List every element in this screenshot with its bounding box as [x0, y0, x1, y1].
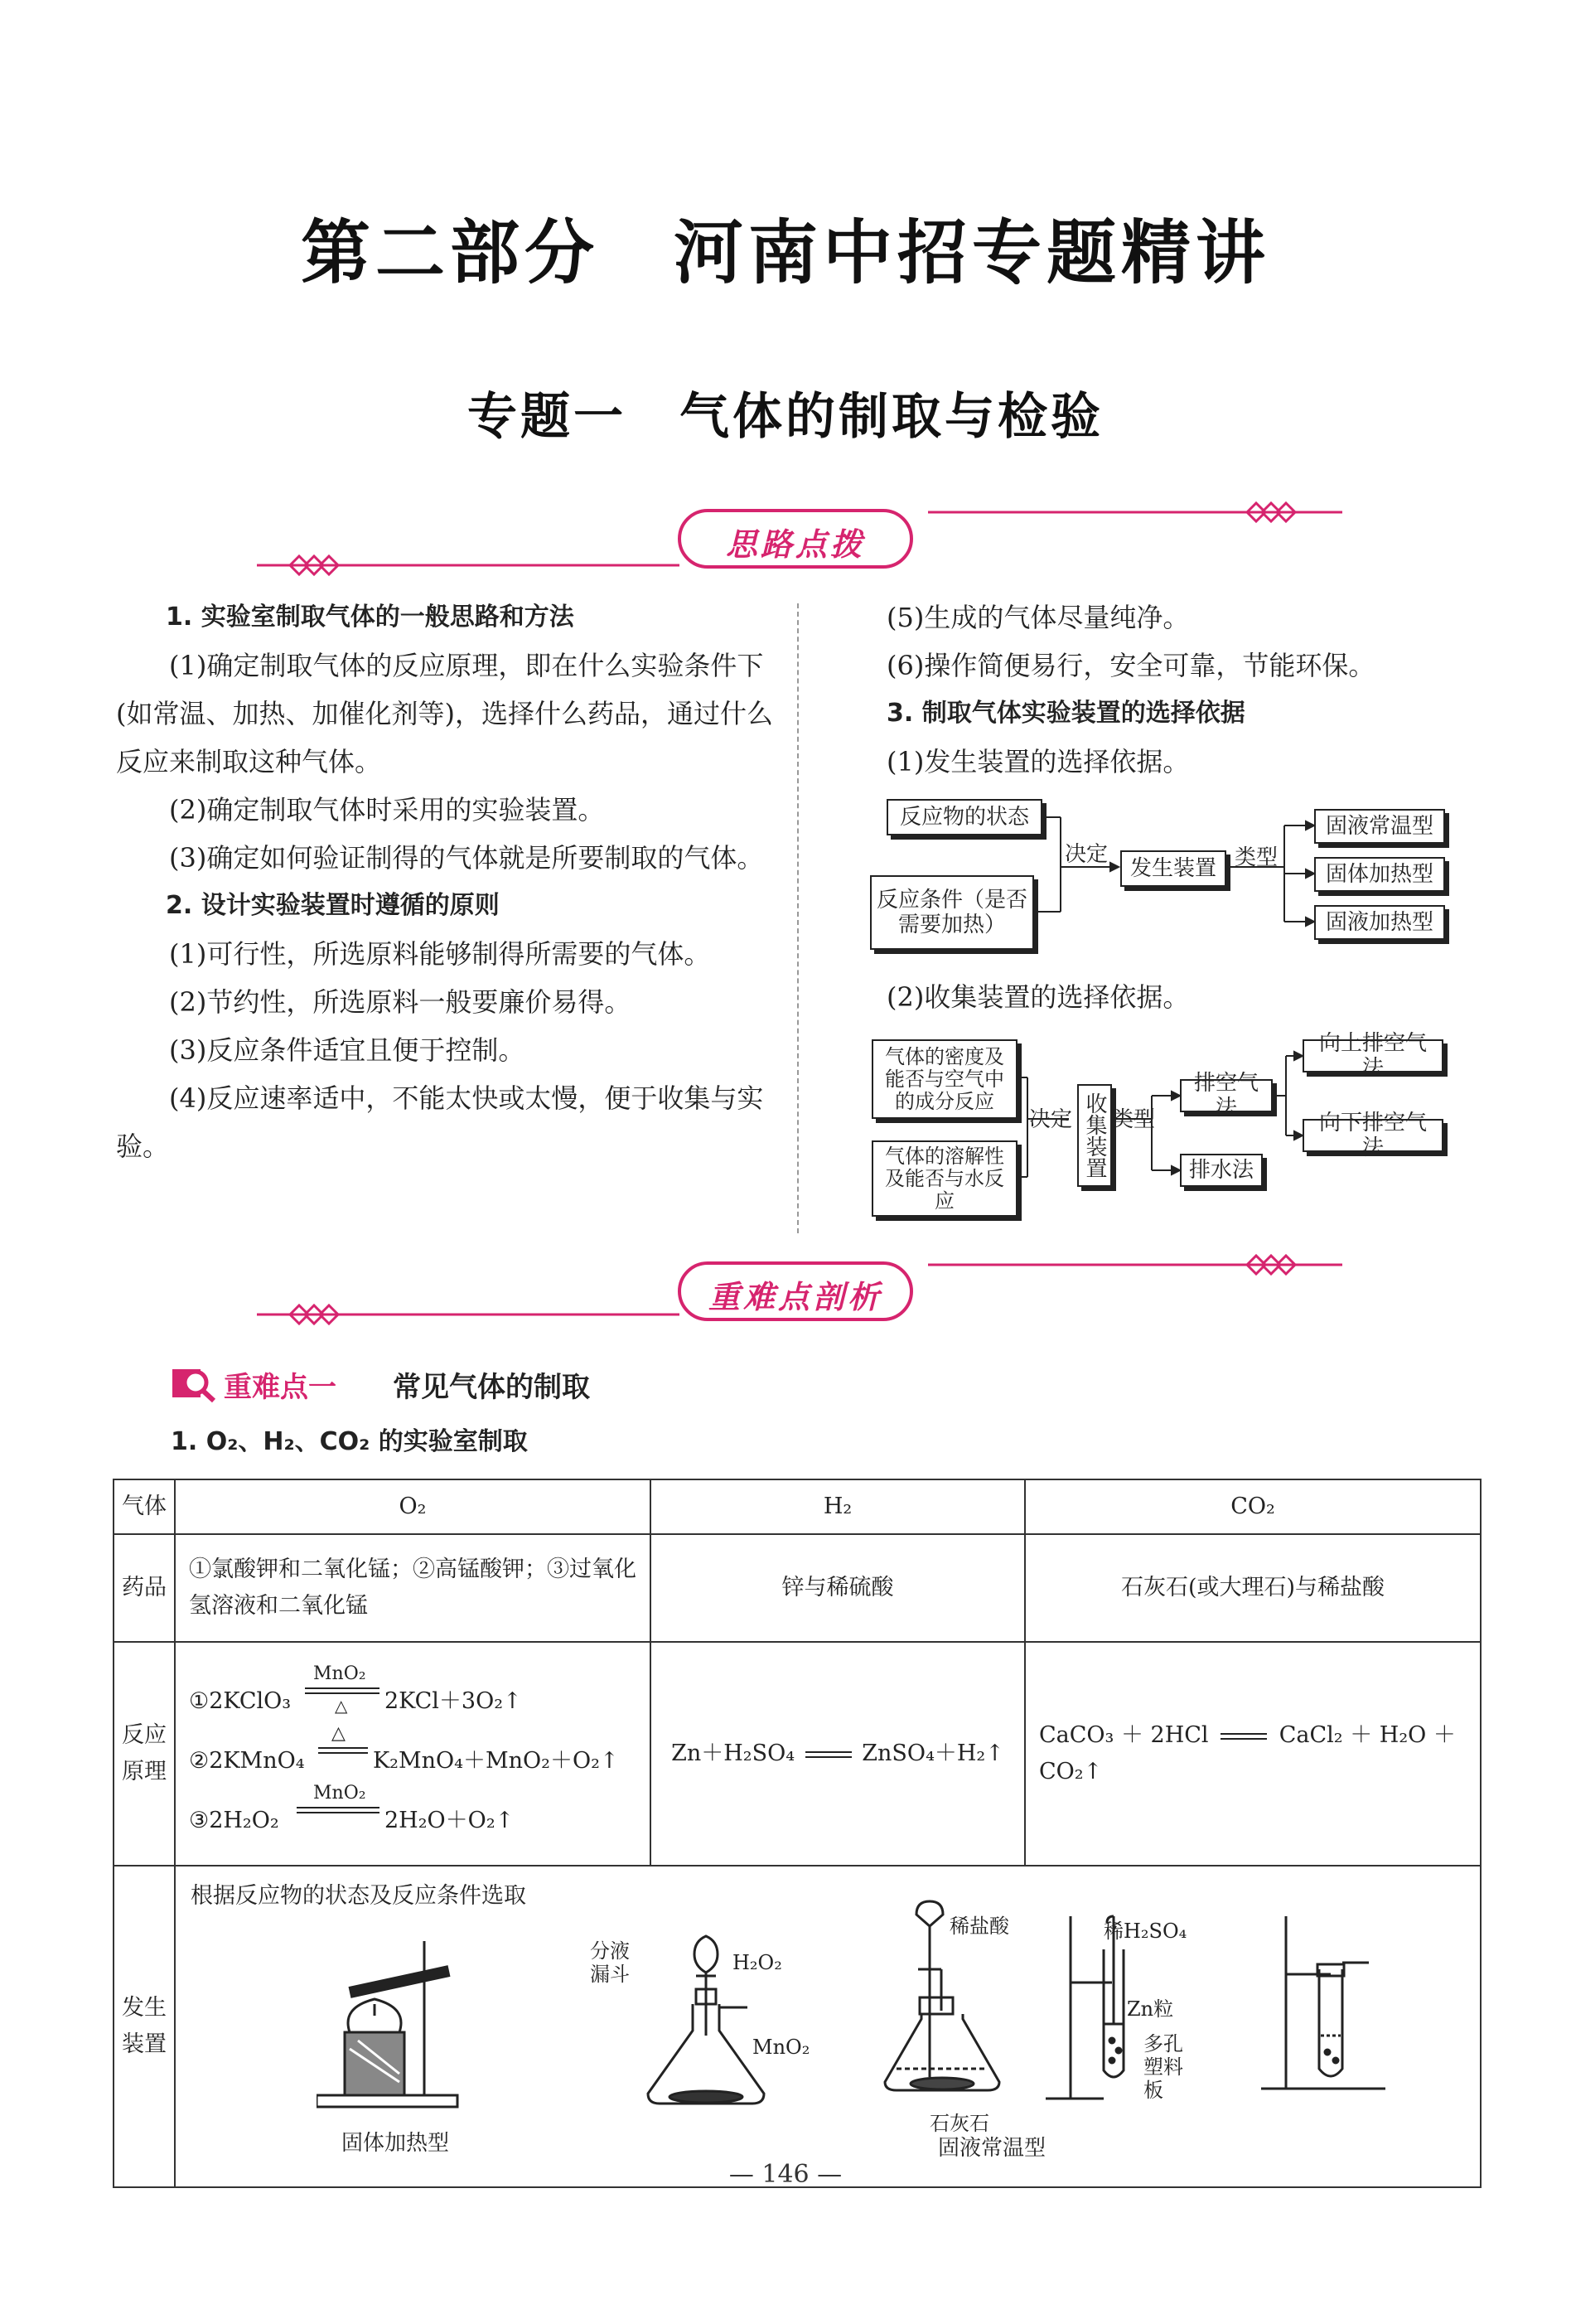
eq-products-cont: CO₂↑ — [1039, 1759, 1103, 1784]
flow1-output-3: 固液加热型 — [1314, 905, 1445, 940]
flow2-input-density: 气体的密度及能否与空气中的成分反应 — [872, 1039, 1018, 1119]
eq-products: 2KCl＋3O₂↑ — [384, 1688, 522, 1714]
section-1-title: 1. 实验室制取气体的一般思路和方法 — [166, 603, 574, 632]
equation-3 — [189, 1784, 636, 1843]
page-number-value: 146 — [761, 2160, 810, 2189]
flow1-decide-label: 决定 — [1065, 842, 1109, 867]
paragraph: (4)反应速率适中，不能太快或太慢，便于收集与实验。 — [116, 1082, 764, 1162]
keypoint-title: 常见气体的制取 — [393, 1371, 590, 1404]
eq-reactants: CaCO₃ ＋ 2HCl — [1039, 1722, 1209, 1748]
solid-heating-apparatus-figure — [317, 1933, 507, 2115]
fig4-zn-label: Zn粒 — [1127, 1997, 1174, 2021]
paragraph: (1)可行性，所选原料能够制得所需要的气体。 — [169, 938, 711, 970]
table-header-cell: O₂ — [175, 1479, 650, 1534]
table-header-cell: 气体 — [114, 1479, 175, 1534]
flow1-input-state: 反应物的状态 — [887, 799, 1042, 835]
row-label: 药品 — [114, 1534, 175, 1642]
paragraph: (2)收集装置的选择依据。 — [887, 981, 1190, 1013]
flow2-water-method: 排水法 — [1180, 1154, 1263, 1187]
fig2-h2o2-label: H₂O₂ — [732, 1951, 782, 1974]
flow2-decide-label: 决定 — [1029, 1107, 1073, 1132]
table-row-reagent — [114, 1534, 1481, 1642]
fig2-mno2-label: MnO₂ — [752, 2036, 810, 2059]
apparatus-note: 根据反应物的状态及反应条件选取 — [191, 1883, 526, 1909]
eq-products: ZnSO₄＋H₂↑ — [862, 1741, 1004, 1766]
group-caption: 固液常温型 — [938, 2136, 1047, 2161]
column-divider — [797, 603, 799, 1233]
eq-condition-bottom: △ — [335, 1696, 348, 1716]
flow1-output-1: 固液常温型 — [1314, 809, 1445, 844]
eq-sign — [805, 1751, 852, 1758]
analysis-banner-label: 重难点剖析 — [708, 1278, 882, 1315]
paragraph: (1)发生装置的选择依据。 — [887, 746, 1190, 777]
eq-reactants: ②2KMnO₄ — [189, 1748, 305, 1774]
section-3-title: 3. 制取气体实验装置的选择依据 — [887, 699, 1245, 728]
paragraph: (6)操作简便易行，安全可靠，节能环保。 — [887, 650, 1375, 681]
right-column — [887, 593, 1483, 786]
gas-preparation-table — [113, 1479, 1482, 2188]
fig3-stone-label: 石灰石 — [930, 2112, 989, 2135]
flow2-air-method: 排空气法 — [1180, 1079, 1273, 1112]
fig1-caption: 固体加热型 — [341, 2131, 450, 2156]
eq-condition-top: △ — [331, 1723, 346, 1744]
paragraph: (5)生成的气体尽量纯净。 — [887, 602, 1190, 633]
flow2-downward-air: 向下排空气法 — [1303, 1119, 1443, 1152]
equation-1 — [189, 1664, 636, 1724]
eq-reactants: ①2KClO₃ — [189, 1688, 292, 1714]
fig4-plate-label: 多孔塑料板 — [1143, 2032, 1183, 2102]
section-2-title: 2. 设计实验装置时遵循的原则 — [166, 891, 500, 920]
left-column — [116, 593, 779, 1170]
h2-equation-cell — [650, 1642, 1025, 1866]
eq-products: K₂MnO₄＋MnO₂＋O₂↑ — [373, 1748, 619, 1774]
table-header-cell: H₂ — [650, 1479, 1025, 1534]
table-header-row — [114, 1479, 1481, 1534]
table-row-apparatus — [114, 1866, 1481, 2187]
keypoint-subtitle: 1. O₂、H₂、CO₂ 的实验室制取 — [171, 1427, 528, 1456]
eq-condition-top: MnO₂ — [313, 1663, 366, 1684]
fig4-acid-label: 稀H₂SO₄ — [1104, 1920, 1187, 1943]
flow2-upward-air: 向上排空气法 — [1303, 1039, 1443, 1072]
fig2-funnel-label: 分液漏斗 — [590, 1939, 630, 1986]
paragraph: (3)确定如何验证制得的气体就是所要制取的气体。 — [169, 842, 764, 874]
eq-sign — [305, 1687, 379, 1694]
magnifier-icon — [171, 1364, 217, 1404]
paragraph: (2)确定制取气体时采用的实验装置。 — [169, 794, 605, 826]
co2-equation-cell — [1025, 1642, 1481, 1866]
equation-2 — [189, 1724, 636, 1784]
row-label: 反应原理 — [114, 1642, 175, 1866]
tips-banner-label: 思路点拨 — [725, 525, 865, 563]
topic-title: 专题一 气体的制取与检验 — [467, 388, 1104, 446]
table-cell: 锌与稀硫酸 — [650, 1534, 1025, 1642]
flow2-collector-box: 收集装置 — [1077, 1084, 1112, 1187]
page-number: — 146 — — [728, 2160, 843, 2189]
flow1-generator-box: 发生装置 — [1120, 850, 1226, 887]
right-column-2 — [887, 973, 1483, 1021]
flow2-input-solubility: 气体的溶解性及能否与水反应 — [872, 1140, 1018, 1217]
eq-products: CaCl₂ ＋ H₂O ＋ — [1279, 1722, 1456, 1748]
flow1-type-label: 类型 — [1235, 845, 1279, 870]
table-cell: ①氯酸钾和二氧化锰；②高锰酸钾；③过氧化氢溶液和二氧化锰 — [175, 1534, 650, 1642]
eq-reactants: Zn＋H₂SO₄ — [671, 1741, 795, 1766]
paragraph: (2)节约性，所选原料一般要廉价易得。 — [169, 986, 631, 1018]
eq-condition-top: MnO₂ — [313, 1783, 366, 1804]
eq-reactants: ③2H₂O₂ — [189, 1808, 279, 1833]
flow1-input-condition: 反应条件（是否需要加热） — [870, 875, 1034, 950]
paragraph: (1)确定制取气体的反应原理，即在什么实验条件下(如常温、加热、加催化剂等)，选择什么药品，通过什么反应来制取这种气体。 — [116, 650, 773, 777]
flow1-output-2: 固体加热型 — [1314, 857, 1445, 892]
paragraph: (3)反应条件适宜且便于控制。 — [169, 1034, 525, 1066]
table-row-principle — [114, 1642, 1481, 1866]
table-header-cell: CO₂ — [1025, 1479, 1481, 1534]
fig3-acid-label: 稀盐酸 — [950, 1915, 1009, 1938]
keypoint-label: 重难点一 — [224, 1371, 336, 1404]
flow2-type-label: 类型 — [1112, 1107, 1156, 1132]
eq-sign — [297, 1807, 379, 1813]
test-tube-stand-figure — [1261, 1911, 1394, 2102]
eq-products: 2H₂O＋O₂↑ — [384, 1808, 515, 1833]
apparatus-cell — [175, 1866, 1481, 2187]
eq-sign — [1221, 1733, 1267, 1740]
o2-equations-cell — [175, 1642, 650, 1866]
table-cell: 石灰石(或大理石)与稀盐酸 — [1025, 1534, 1481, 1642]
row-label: 发生装置 — [114, 1866, 175, 2187]
eq-sign — [318, 1747, 368, 1754]
part-title: 第二部分 河南中招专题精讲 — [300, 212, 1270, 293]
